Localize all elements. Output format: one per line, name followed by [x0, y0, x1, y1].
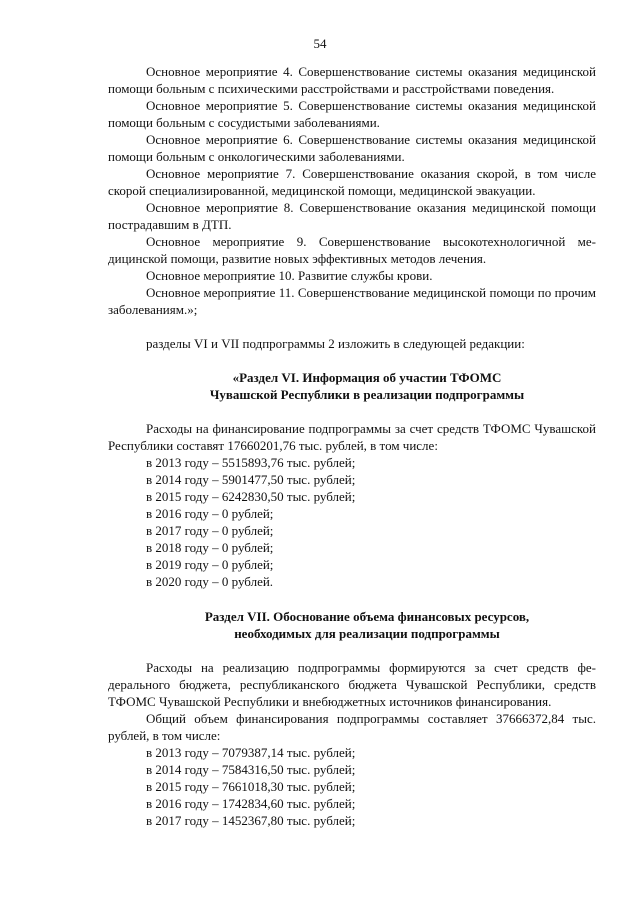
section7-title-line1: Раздел VII. Обоснование объема финансовых ресурсов,: [204, 609, 530, 624]
section6-year-2015: в 2015 году – 6242830,50 тыс. рублей;: [146, 489, 356, 504]
section6-year-2019: в 2019 году – 0 рублей;: [146, 557, 274, 572]
section6-title-line2: Чувашской Республики в реализации подпрограммы: [209, 387, 525, 402]
section7-title-line2: необходимых для реализации подпрограммы: [234, 626, 500, 641]
activity-7: Основное мероприятие 7. Совершенствование оказания скорой, в том числе скорой специализированной, медицинской помощи, медицинской эвакуации.: [108, 166, 596, 198]
section6-title-line1: «Раздел VI. Информация об участии ТФОМС: [232, 370, 502, 385]
activity-11: Основное мероприятие 11. Совершенствование медицинской помощи по прочим заболеваниям.»;: [108, 285, 596, 317]
section7-year-2013: в 2013 году – 7079387,14 тыс. рублей;: [146, 745, 356, 760]
section6-year-2020: в 2020 году – 0 рублей.: [146, 574, 274, 589]
section7-total: Общий объем финансирования подпрограммы составляет 37666372,84 тыс. рублей, в том числе:: [108, 711, 596, 743]
section6-year-2018: в 2018 году – 0 рублей;: [146, 540, 274, 555]
section7-year-2014: в 2014 году – 7584316,50 тыс. рублей;: [146, 762, 356, 777]
document-body: [108, 63, 596, 829]
section6-year-2016: в 2016 году – 0 рублей;: [146, 506, 274, 521]
page-number: 54: [313, 36, 327, 51]
activity-4: Основное мероприятие 4. Совершенствование системы оказания медицинской помощи больным с психическими расстройствами и расстройствами поведения.: [108, 64, 596, 96]
activity-5: Основное мероприятие 5. Совершенствование системы оказания медицинской помощи больным с сосудистыми заболеваниями.: [108, 98, 596, 130]
section6-year-2013: в 2013 году – 5515893,76 тыс. рублей;: [146, 455, 356, 470]
section6-intro: Расходы на финансирование подпрограммы за счет средств ТФОМС Чувашской Республики составят 17660201,76 тыс. рублей, в том числе:: [108, 421, 596, 453]
activity-8: Основное мероприятие 8. Совершенствование оказания медицинской помощи пострадавшим в ДТП.: [108, 200, 596, 232]
section7-year-2016: в 2016 году – 1742834,60 тыс. рублей;: [146, 796, 356, 811]
activity-6: Основное мероприятие 6. Совершенствование системы оказания медицинской помощи больным с онкологическими заболеваниями.: [108, 132, 596, 164]
activity-9: Основное мероприятие 9. Совершенствование высокотехнологичной медицинской помощи, развитие новых эффективных методов лечения.: [108, 234, 596, 266]
section7-intro: Расходы на реализацию подпрограммы формируются за счет средств федерального бюджета, республиканского бюджета Чувашской Республики, средств ТФОМС Чувашской Республики и внебюджетных источников финансирования.: [108, 660, 596, 709]
instruction-paragraph: разделы VI и VII подпрограммы 2 изложить в следующей редакции:: [146, 336, 525, 351]
section6-year-2014: в 2014 году – 5901477,50 тыс. рублей;: [146, 472, 356, 487]
section7-year-2015: в 2015 году – 7661018,30 тыс. рублей;: [146, 779, 356, 794]
section7-year-2017: в 2017 году – 1452367,80 тыс. рублей;: [146, 813, 356, 828]
section6-year-2017: в 2017 году – 0 рублей;: [146, 523, 274, 538]
activity-10: Основное мероприятие 10. Развитие службы крови.: [146, 268, 433, 283]
